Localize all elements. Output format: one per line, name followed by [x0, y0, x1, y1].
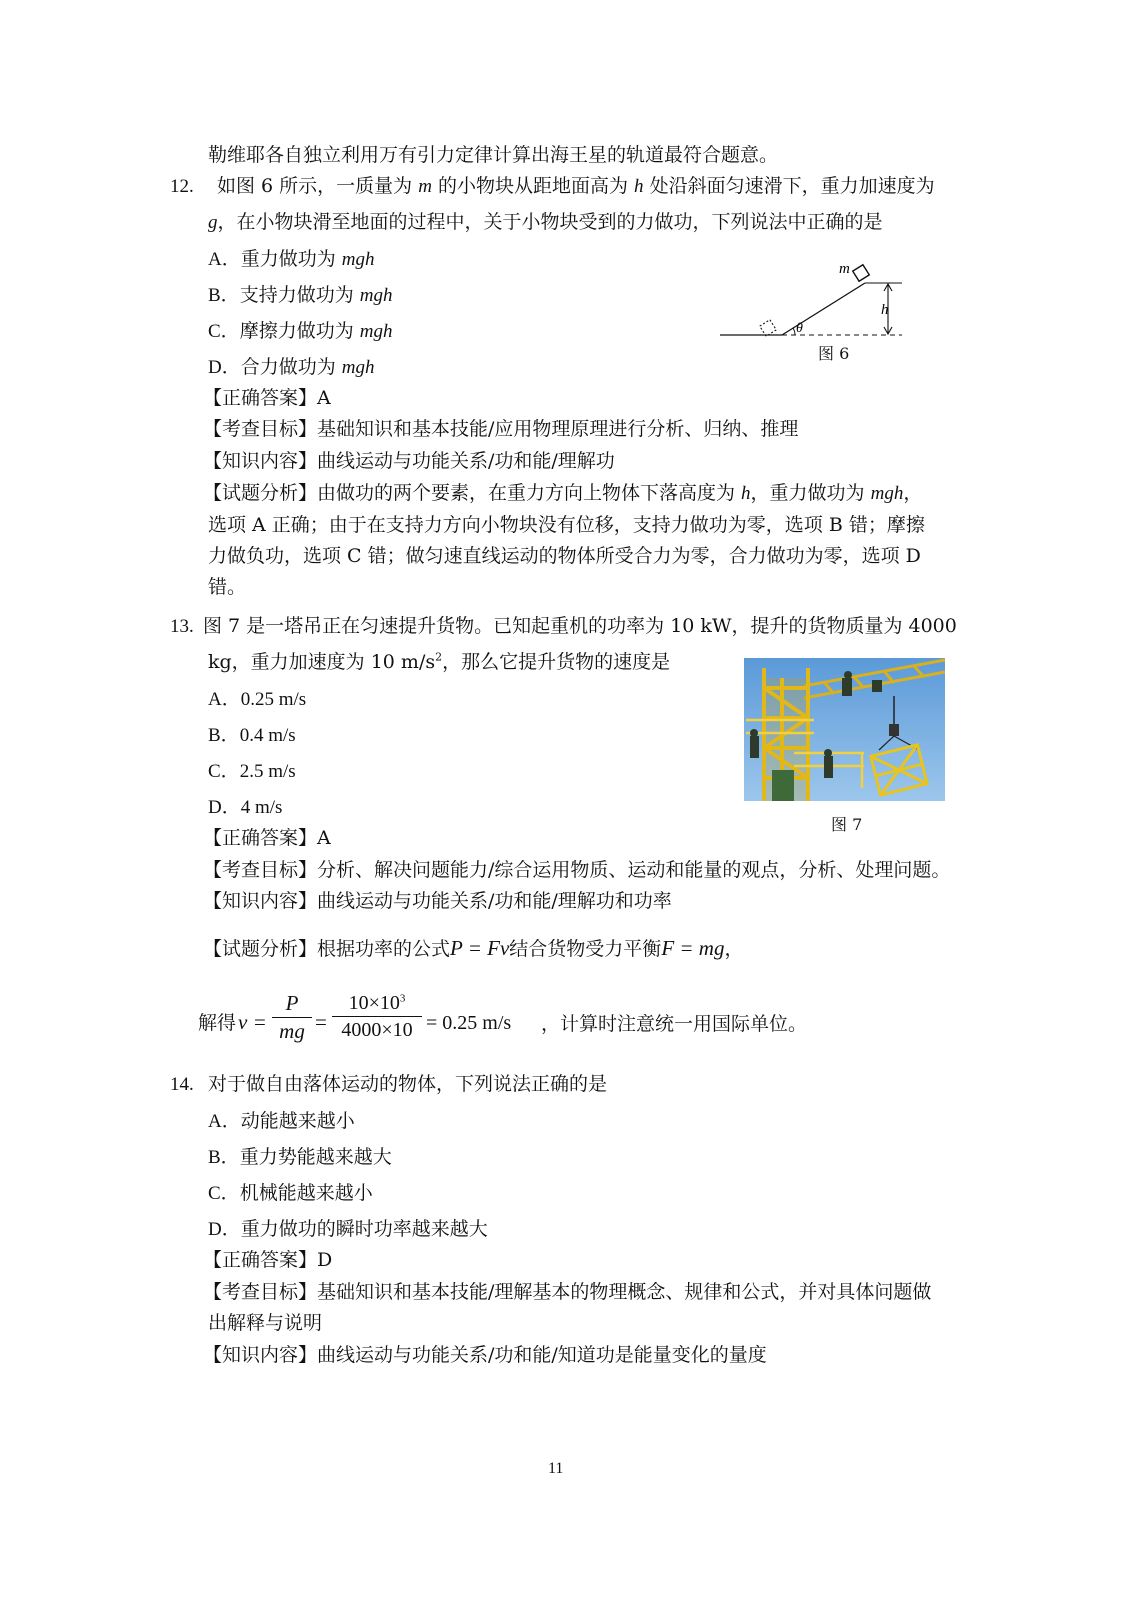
option-text: 重力做功的瞬时功率越来越大 — [240, 1218, 488, 1240]
analysis-text: 【试题分析】由做功的两个要素，在重力方向上物体下落高度为 — [203, 482, 742, 504]
equals-sign: = — [315, 1010, 327, 1034]
knowledge-line: 【知识内容】曲线运动与功能关系/功和能/知道功是能量变化的量度 — [203, 1344, 767, 1366]
answer-line: 【正确答案】A — [203, 387, 331, 409]
option-b — [208, 1148, 392, 1167]
question-stem-line — [217, 177, 935, 196]
option-text: 摩擦力做功为 — [239, 320, 360, 342]
option-var: mgh — [341, 249, 375, 270]
analysis-text: ，重力做功为 — [750, 482, 871, 504]
result-value: = 0.25 m/s — [426, 1012, 512, 1034]
fraction-numeric — [332, 993, 422, 1040]
analysis-text: ， — [724, 938, 744, 960]
incline-diagram — [712, 258, 912, 368]
knowledge-line: 【知识内容】曲线运动与功能关系/功和能/理解功和功率 — [203, 890, 672, 912]
figure-caption: 图 6 — [818, 344, 850, 363]
solve-v: v = — [238, 1010, 267, 1034]
solve-tail: ，计算时注意统一用国际单位。 — [541, 1013, 808, 1035]
option-var: mgh — [359, 321, 393, 342]
option-letter: D． — [208, 357, 241, 378]
var-g: g — [208, 212, 218, 233]
option-d — [208, 798, 282, 817]
tower-crane-photo — [744, 658, 945, 801]
label-m: m — [839, 261, 850, 277]
option-text: 支持力做功为 — [239, 284, 360, 306]
knowledge-line: 【知识内容】曲线运动与功能关系/功和能/理解功 — [203, 450, 615, 472]
label-h: h — [881, 302, 889, 318]
option-letter: D． — [208, 797, 241, 818]
option-a — [208, 250, 375, 269]
analysis-text: 结合货物受力平衡 — [509, 938, 662, 960]
block-bottom-dashed — [760, 320, 777, 337]
target-line: 【考查目标】基础知识和基本技能/应用物理原理进行分析、归纳、推理 — [203, 418, 799, 440]
block-top — [853, 265, 870, 282]
target-line: 出解释与说明 — [208, 1312, 323, 1334]
stem-text: 如图 6 所示，一质量为 — [217, 175, 419, 197]
analysis-text: 【试题分析】根据功率的公式 — [203, 938, 451, 960]
stem-text: 的小物块从距地面高为 — [431, 175, 635, 197]
var-mgh: mgh — [870, 483, 904, 504]
var-h: h — [634, 176, 644, 197]
option-text: 重力势能越来越大 — [239, 1146, 392, 1168]
option-var: mgh — [341, 357, 375, 378]
frac-denominator: mg — [279, 1019, 305, 1043]
solve-prefix: 解得 — [198, 1012, 237, 1034]
frac-numerator: P — [285, 991, 299, 1015]
question-stem-line: 对于做自由落体运动的物体，下列说法正确的是 — [208, 1073, 608, 1095]
fraction-bar — [272, 1017, 312, 1018]
question-stem-line — [208, 213, 883, 232]
target-line: 【考查目标】基础知识和基本技能/理解基本的物理概念、规律和公式，并对具体问题做 — [203, 1281, 932, 1303]
option-d — [208, 358, 375, 377]
answer-line: 【正确答案】A — [203, 827, 331, 849]
option-c — [208, 762, 296, 781]
answer-line: 【正确答案】D — [203, 1249, 333, 1271]
label-theta: θ — [796, 321, 803, 336]
var-h: h — [741, 483, 751, 504]
analysis-line: 错。 — [208, 576, 247, 598]
frac-numerator — [332, 993, 422, 1013]
angle-arc — [793, 328, 795, 335]
option-letter: A． — [208, 249, 241, 270]
option-letter: A． — [208, 689, 241, 710]
question-number: 13. — [170, 616, 194, 637]
option-text: 重力做功为 — [240, 248, 342, 270]
option-text: 4 m/s — [240, 797, 283, 818]
frac-numerator-text: 10×10 — [348, 992, 400, 1014]
frac-denominator: 4000×10 — [341, 1019, 413, 1041]
option-a — [208, 1112, 355, 1131]
option-letter: C． — [208, 761, 240, 782]
analysis-line: 力做负功，选项 C 错；做匀速直线运动的物体所受合力为零，合力做功为零，选项 D — [208, 545, 921, 567]
option-letter: B． — [208, 1147, 240, 1168]
analysis-line — [203, 938, 744, 959]
stem-text: 处沿斜面匀速滑下，重力加速度为 — [643, 175, 935, 197]
option-text: 机械能越来越小 — [239, 1182, 373, 1204]
question-stem-line: 图 7 是一塔吊正在匀速提升货物。已知起重机的功率为 10 kW，提升的货物质量为 4000 — [203, 615, 957, 637]
option-letter: D． — [208, 1219, 241, 1240]
question-stem-line — [208, 650, 671, 673]
option-c — [208, 322, 392, 341]
option-var: mgh — [359, 285, 393, 306]
stem-text: ，在小物块滑至地面的过程中，关于小物块受到的力做功，下列说法中正确的是 — [217, 211, 883, 233]
option-letter: A． — [208, 1111, 241, 1132]
option-a — [208, 690, 306, 709]
question-number: 14. — [170, 1074, 194, 1095]
option-letter: B． — [208, 725, 240, 746]
option-d — [208, 1220, 488, 1239]
continuation-line: 勒维耶各自独立利用万有引力定律计算出海王星的轨道最符合题意。 — [208, 144, 779, 166]
hook-block — [889, 724, 899, 736]
option-text: 动能越来越小 — [240, 1110, 355, 1132]
formula-power: P = Fv — [450, 936, 510, 960]
green-tank — [772, 770, 794, 801]
option-b — [208, 726, 296, 745]
analysis-line: 选项 A 正确；由于在支持力方向小物块没有位移，支持力做功为零，选项 B 错；摩擦 — [208, 514, 925, 536]
option-letter: C． — [208, 321, 240, 342]
analysis-line — [203, 484, 922, 503]
option-text: 0.4 m/s — [239, 725, 296, 746]
var-m: m — [418, 176, 432, 197]
fraction-p-over-mg — [272, 993, 312, 1042]
fraction-bar — [332, 1016, 422, 1017]
option-text: 2.5 m/s — [239, 761, 296, 782]
target-line: 【考查目标】分析、解决问题能力/综合运用物质、运动和能量的观点，分析、处理问题。 — [203, 859, 951, 881]
question-number: 12. — [170, 176, 194, 197]
figure-caption: 图 7 — [831, 815, 863, 834]
option-letter: B． — [208, 285, 240, 306]
option-text: 合力做功为 — [240, 356, 342, 378]
page-number: 11 — [548, 1460, 564, 1477]
stem-text: kg，重力加速度为 10 m/s — [208, 651, 436, 673]
superscript: 2 — [435, 650, 443, 664]
analysis-text: ， — [903, 482, 923, 504]
option-text: 0.25 m/s — [240, 689, 307, 710]
stem-text: ，那么它提升货物的速度是 — [442, 651, 671, 673]
option-b — [208, 286, 392, 305]
option-c — [208, 1184, 373, 1203]
option-letter: C． — [208, 1183, 240, 1204]
superscript: 3 — [399, 992, 406, 1005]
formula-force: F = mg — [661, 936, 725, 960]
incline-line — [782, 283, 865, 335]
